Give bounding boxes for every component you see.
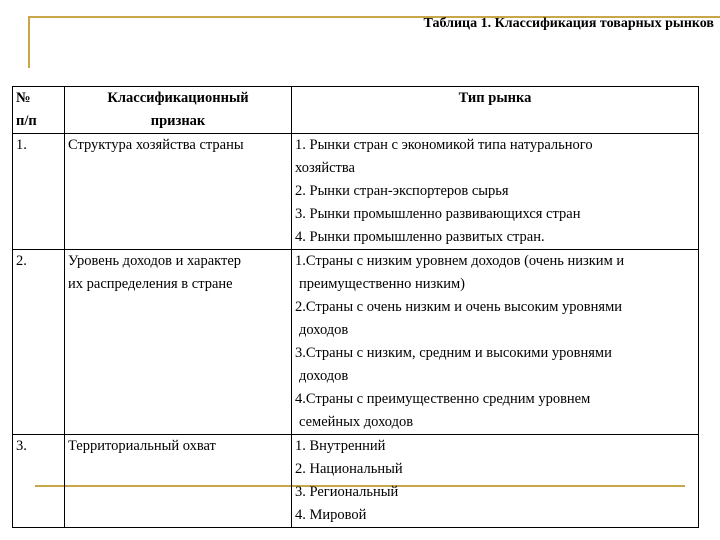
row-number: 1.	[13, 134, 65, 250]
criterion-line: Территориальный охват	[68, 438, 216, 454]
row-market-types	[292, 435, 699, 528]
market-type-line: 4. Рынки промышленно развитых стран.	[295, 229, 545, 245]
market-type-line: 2. Национальный	[295, 461, 403, 477]
table-row	[13, 435, 699, 528]
row-market-types	[292, 134, 699, 250]
decorative-vertical-line	[28, 16, 30, 68]
row-number: 2.	[13, 250, 65, 435]
criterion-line: их распределения в стране	[68, 276, 233, 292]
market-type-line: преимущественно низким)	[299, 276, 466, 292]
header-number-line1: №	[16, 90, 31, 106]
market-type-line: 1. Внутренний	[295, 438, 386, 454]
table-header-row	[13, 87, 699, 134]
market-type-line: 4. Мировой	[295, 507, 367, 523]
table-caption: Таблица 1. Классификация товарных рынков	[423, 16, 714, 31]
header-criterion	[65, 87, 292, 134]
row-criterion	[65, 435, 292, 528]
market-type-line: 4.Страны с преимущественно средним уровнем	[295, 391, 591, 407]
market-type-line: 3.Страны с низким, средним и высокими уровнями	[295, 345, 612, 361]
header-market-type: Тип рынка	[292, 87, 699, 134]
header-criterion-line2: признак	[150, 113, 206, 129]
market-type-line: 2.Страны с очень низким и очень высоким уровнями	[295, 299, 623, 315]
market-type-line: доходов	[299, 368, 349, 384]
market-classification-table	[12, 86, 699, 528]
market-type-line: 3. Рынки промышленно развивающихся стран	[295, 206, 581, 222]
row-criterion	[65, 250, 292, 435]
row-number: 3.	[13, 435, 65, 528]
row-market-types	[292, 250, 699, 435]
criterion-line: Структура хозяйства страны	[68, 137, 244, 153]
market-type-line: хозяйства	[295, 160, 355, 176]
header-criterion-line1: Классификационный	[107, 90, 249, 106]
header-number	[13, 87, 65, 134]
market-type-line: 1.Страны с низким уровнем доходов (очень низким и	[295, 253, 625, 269]
row-criterion	[65, 134, 292, 250]
table-row	[13, 250, 699, 435]
market-type-line: 1. Рынки стран с экономикой типа натурального	[295, 137, 593, 153]
criterion-line: Уровень доходов и характер	[68, 253, 242, 269]
market-type-line: семейных доходов	[299, 414, 414, 430]
table-row	[13, 134, 699, 250]
header-number-line2: п/п	[16, 113, 37, 129]
market-type-line: 2. Рынки стран-экспортеров сырья	[295, 183, 509, 199]
market-type-line: доходов	[299, 322, 349, 338]
market-type-line: 3. Региональный	[295, 484, 399, 500]
